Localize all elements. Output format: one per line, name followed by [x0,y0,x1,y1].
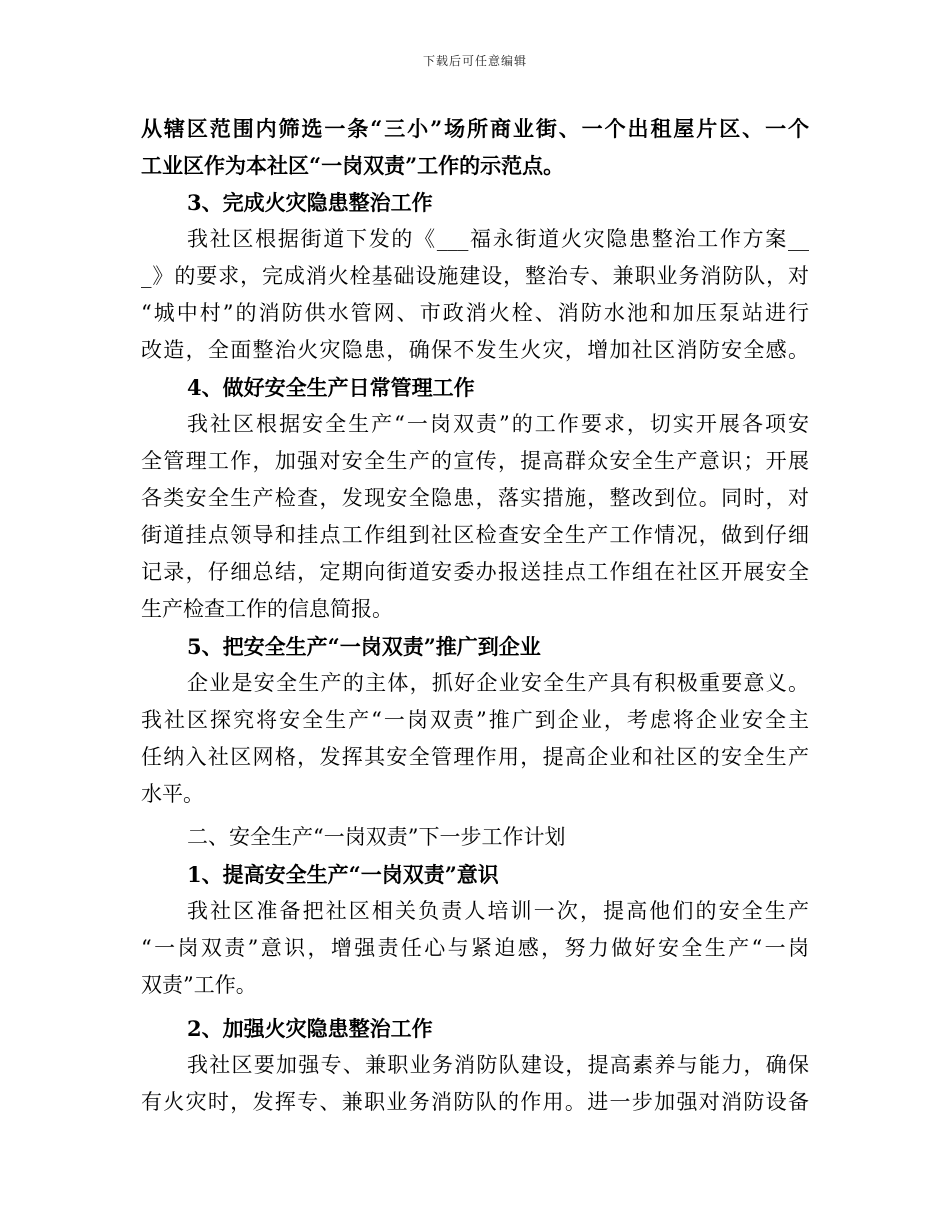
text-line: 工业区作为本社区“一岗双责”工作的示范点。 [141,153,565,178]
text-line: 2、加强火灾隐患整治工作 [187,1016,433,1041]
page-header: 下载后可任意编辑 [422,54,527,68]
text-line: 我社区要加强专、兼职业务消防队建设，提高素养与能力，确保 [187,1053,809,1077]
text-line: 我社区根据街道下发的《___福永街道火灾隐患整治工作方案__ [187,227,809,251]
text-line: “一岗双责”意识，增强责任心与紧迫感，努力做好安全生产“一岗 [141,936,809,960]
text-line: 3、完成火灾隐患整治工作 [187,190,433,215]
document-body [141,110,809,1121]
text-line: 各类安全生产检查，发现安全隐患，落实措施，整改到位。同时，对 [141,486,809,510]
text-line: 任纳入社区网格，发挥其安全管理作用，提高企业和社区的安全生产 [141,745,809,769]
text-line: 1、提高安全生产“一岗双责”意识 [187,862,499,887]
text-line: 全管理工作，加强对安全生产的宣传，提高群众安全生产意识；开展 [141,449,809,473]
text-line: 5、把安全生产“一岗双责”推广到企业 [187,634,541,659]
text-line: 街道挂点领导和挂点工作组到社区检查安全生产工作情况，做到仔细 [141,523,809,547]
text-line: 我社区准备把社区相关负责人培训一次，提高他们的安全生产 [187,899,809,923]
text-line: 从辖区范围内筛选一条“三小”场所商业街、一个出租屋片区、一个 [141,116,809,141]
text-line: _》的要求，完成消火栓基础设施建设，整治专、兼职业务消防队，对 [141,264,809,288]
text-line: 水平。 [141,782,204,806]
text-line: 双责”工作。 [141,973,257,997]
text-line: 有火灾时，发挥专、兼职业务消防队的作用。进一步加强对消防设备 [141,1090,809,1114]
text-line: “城中村”的消防供水管网、市政消火栓、消防水池和加压泵站进行 [141,301,809,325]
text-line: 生产检查工作的信息简报。 [141,597,393,621]
text-line: 我社区探究将安全生产“一岗双责”推广到企业，考虑将企业安全主 [141,708,809,732]
text-line: 改造，全面整治火灾隐患，确保不发生火灾，增加社区消防安全感。 [141,338,809,362]
text-line: 二、安全生产“一岗双责”下一步工作计划 [187,825,566,849]
text-line: 我社区根据安全生产“一岗双责”的工作要求，切实开展各项安 [187,412,809,436]
text-line: 记录，仔细总结，定期向街道安委办报送挂点工作组在社区开展安全 [141,560,809,584]
text-line: 4、做好安全生产日常管理工作 [187,375,475,400]
text-line: 企业是安全生产的主体，抓好企业安全生产具有积极重要意义。 [187,671,809,695]
